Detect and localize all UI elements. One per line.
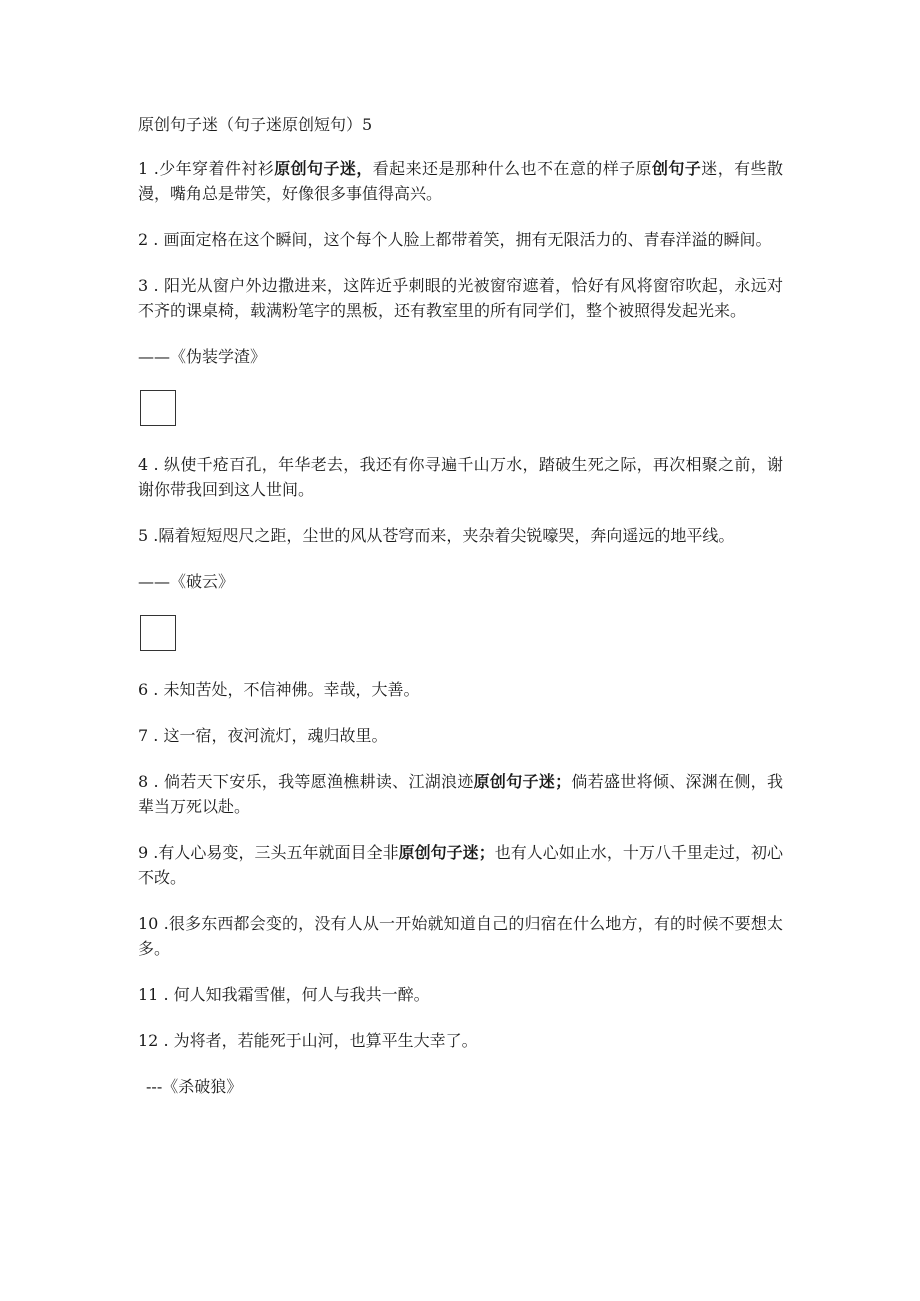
source-poyun: ——《破云》 <box>138 572 235 591</box>
quote-1-bold-1: 原创句子迷， <box>274 159 373 178</box>
quote-8-prefix: 8 . 倘若天下安乐，我等愿渔樵耕读、江湖浪迹 <box>138 772 474 791</box>
quote-9-suffix: 也有人心如止水，十万八千里走过，初心不改。 <box>138 843 783 887</box>
document-title: 原创句子迷（句子迷原创短句）5 <box>138 115 373 134</box>
quote-1-prefix: 1 .少年穿着件衬衫 <box>138 159 275 178</box>
quote-4: 4 . 纵使千疮百孔，年华老去，我还有你寻遍千山万水，踏破生死之际，再次相聚之前，谢谢你带我回到这人世间。 <box>138 455 783 499</box>
quote-1 <box>138 156 783 206</box>
quote-3: 3 . 阳光从窗户外边撒进来，这阵近乎刺眼的光被窗帘遮着，恰好有风将窗帘吹起，永远对不齐的课桌椅，载满粉笔字的黑板，还有教室里的所有同学们，整个被照得发起光来。 <box>138 276 783 320</box>
source-wzxz: ——《伪装学渣》 <box>138 347 267 366</box>
quote-2: 2 . 画面定格在这个瞬间，这个每个人脸上都带着笑，拥有无限活力的、青春洋溢的瞬间。 <box>138 230 772 249</box>
quote-8-bold: 原创句子迷； <box>473 772 572 791</box>
document-page <box>138 112 783 1120</box>
quote-9-bold: 原创句子迷； <box>398 843 495 862</box>
source-shapolang: ---《杀破狼》 <box>146 1077 243 1096</box>
quote-1-mid: 看起来还是那种什么也不在意的样子原 <box>372 159 652 178</box>
quote-12: 12 . 为将者，若能死于山河，也算平生大幸了。 <box>138 1031 478 1050</box>
quote-11: 11 . 何人知我霜雪催，何人与我共一醉。 <box>138 985 430 1004</box>
quote-8 <box>138 769 783 819</box>
quote-1-suffix: 迷，有些散漫，嘴角总是带笑，好像很多事值得高兴。 <box>138 159 783 203</box>
quote-9 <box>138 840 783 890</box>
quote-9-prefix: 9 .有人心易变，三头五年就面目全非 <box>138 843 399 862</box>
quote-5: 5 .隔着短短咫尺之距，尘世的风从苍穹而来，夹杂着尖锐嚎哭，奔向遥远的地平线。 <box>138 526 735 545</box>
quote-10: 10 .很多东西都会变的，没有人从一开始就知道自己的归宿在什么地方，有的时候不要想太多。 <box>138 914 783 958</box>
image-placeholder-1 <box>140 390 176 426</box>
quote-6: 6 . 未知苦处，不信神佛。幸哉，大善。 <box>138 680 420 699</box>
quote-7: 7 . 这一宿，夜河流灯，魂归故里。 <box>138 726 388 745</box>
quote-8-suffix: 倘若盛世将倾、深渊在侧，我辈当万死以赴。 <box>138 772 783 816</box>
quote-1-bold-2: 创句子 <box>651 159 702 178</box>
image-placeholder-2 <box>140 615 176 651</box>
